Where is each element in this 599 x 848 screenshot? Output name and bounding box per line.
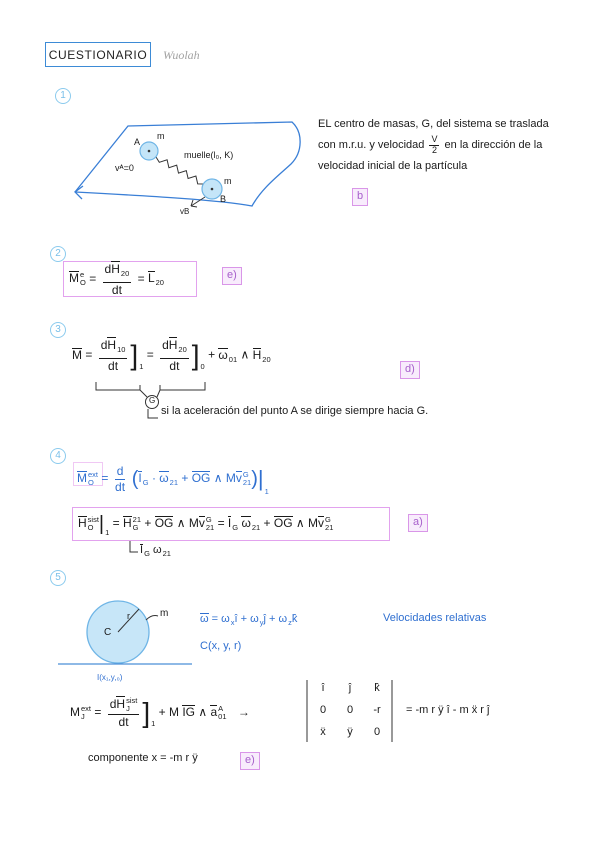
omega-x-sub: x	[230, 618, 235, 627]
dot-product: ·	[151, 471, 156, 486]
q4-formula-line1	[77, 464, 269, 496]
h-sub: 10	[117, 345, 126, 354]
hg-sup: 21	[132, 515, 142, 524]
equals-sign: =	[211, 613, 219, 625]
fraction-denominator: dt	[169, 359, 180, 373]
particle-b-center	[211, 188, 214, 191]
matrix-cell: ÿ	[347, 726, 353, 738]
inertia-sub: G	[142, 478, 149, 488]
question-number-2: 2	[50, 246, 66, 262]
velocity-fraction	[429, 135, 439, 155]
q3-note: si la aceleración del punto A se dirige siempre hacia G.	[161, 405, 429, 417]
fraction-numerator	[103, 262, 132, 283]
fraction-numerator	[108, 697, 140, 715]
omega-sub: 21	[251, 523, 261, 533]
spring	[156, 157, 204, 184]
q3-formula	[72, 338, 271, 373]
velocity-indices	[206, 516, 214, 532]
inertia-symbol: I	[227, 516, 232, 531]
unit-i: î	[234, 613, 238, 625]
q1-line2-end: en la dirección de la	[444, 139, 543, 151]
omega-sub: 21	[169, 478, 179, 488]
q4-note	[140, 545, 171, 558]
q1-line1: EL centro de masas, G, del sistema se traslada	[318, 118, 549, 130]
q2-formula-box	[63, 261, 197, 297]
h-sup: sist	[87, 515, 99, 524]
q1-statement	[318, 114, 590, 177]
h-symbol: H	[111, 261, 120, 276]
matrix-cell: ẍ	[320, 726, 326, 738]
acceleration-sup: A	[218, 704, 224, 713]
q4-boxed-formula	[78, 510, 333, 538]
omega-symbol: ω	[218, 347, 228, 362]
fraction-denominator: dt	[111, 282, 122, 297]
brace-right	[160, 382, 205, 390]
acceleration-indices	[218, 705, 226, 721]
mass-b-label: m	[224, 176, 232, 186]
fraction-denominator: dt	[118, 715, 129, 729]
q1-answer: b	[352, 188, 368, 206]
relative-velocities-label: Velocidades relativas	[383, 612, 487, 624]
og-vector: OG	[154, 516, 174, 531]
moment-sup: ext	[88, 470, 99, 479]
determinant-result: = -m r ÿ î - m ẍ r ĵ	[406, 704, 490, 716]
moment-indices	[80, 271, 86, 287]
derivative-fraction-2	[160, 338, 189, 373]
moment-symbol: M	[72, 347, 82, 362]
note-pointer	[148, 409, 158, 418]
question-number-1: 1	[55, 88, 71, 104]
evaluation-bracket: ]	[130, 339, 139, 371]
question-number-4: 4	[50, 448, 66, 464]
mass-symbol-2: M	[308, 516, 319, 531]
inertia-symbol: I	[140, 544, 144, 556]
velocity-symbol: v	[198, 516, 205, 531]
omega-x: ω	[221, 613, 230, 625]
mass-label: m	[160, 608, 169, 619]
wedge-symbol: ∧	[240, 347, 250, 362]
velocity-sub: 21	[242, 478, 252, 487]
h-indices	[88, 516, 99, 532]
inertia-symbol: I	[138, 471, 142, 486]
wedge-symbol: ∧	[176, 516, 186, 531]
h-sub: 20	[120, 268, 130, 278]
omega-sub: 21	[162, 549, 171, 558]
matrix-cell: ĵ	[348, 682, 352, 694]
wedge-symbol: ∧	[213, 471, 223, 486]
equals-sign: =	[112, 516, 120, 531]
h-symbol: H	[107, 338, 117, 352]
fraction-numerator	[99, 338, 128, 359]
bar-sub: 1	[105, 528, 110, 538]
q4-note-pointer	[130, 540, 138, 552]
h-sub: 20	[178, 345, 187, 354]
q3-answer: d)	[400, 361, 420, 379]
bracket-sub-2: 0	[200, 361, 205, 371]
moment-sub: O	[88, 478, 94, 487]
l-sub: 20	[155, 278, 164, 288]
og-vector: OG	[191, 471, 211, 486]
moment-symbol: M	[77, 471, 87, 486]
system-boundary	[75, 122, 300, 206]
q1-line2	[318, 135, 590, 156]
q1-line3: velocidad inicial de la partícula	[318, 160, 468, 172]
bar-sub: 1	[264, 487, 269, 497]
omega-y: ω	[250, 613, 259, 625]
velocity-sup: G	[205, 515, 212, 524]
hg-sub: G	[132, 523, 139, 532]
moment-symbol: M	[69, 271, 79, 286]
q1-diagram	[75, 122, 300, 207]
velocity-a-label: vᴬ=0	[115, 163, 134, 173]
hg-indices	[133, 516, 141, 532]
watermark: Wuolah	[163, 48, 200, 62]
l-symbol: L	[147, 271, 155, 286]
h-symbol-2: H	[252, 347, 262, 362]
q5-formula	[70, 697, 250, 729]
q4-answer: a)	[408, 514, 428, 532]
velocity-sub: 21	[325, 523, 334, 532]
plus-sign: +	[208, 347, 216, 362]
evaluation-bar: |	[257, 466, 264, 491]
operator-numerator: d	[116, 464, 124, 478]
velocity-b-arrow	[191, 197, 205, 207]
mass-a-label: m	[157, 131, 165, 141]
d-symbol: d	[104, 261, 112, 276]
inertia-sub: G	[232, 523, 239, 533]
q2-formula	[69, 262, 164, 297]
h-symbol: H	[116, 697, 126, 712]
matrix-cell: k̂	[374, 682, 380, 694]
determinant	[312, 680, 388, 742]
plus-sign-2: +	[263, 516, 271, 531]
mass-symbol: M	[225, 471, 236, 486]
h-symbol: H	[78, 516, 87, 531]
velocity-symbol: v	[235, 471, 242, 486]
brace-left	[96, 382, 140, 390]
implies-arrow: →	[237, 705, 250, 720]
acceleration-symbol: a	[210, 705, 218, 720]
center-label: C	[104, 627, 112, 638]
close-paren: )	[251, 468, 258, 490]
velocity-sub: 21	[205, 523, 215, 532]
moment-sup: ext	[81, 704, 92, 713]
omega-symbol: ω	[241, 516, 251, 531]
title-box	[45, 42, 151, 67]
label-b: B	[220, 194, 227, 204]
equals-sign-2: =	[217, 516, 225, 531]
matrix-cell: 0	[373, 726, 381, 738]
d-symbol: d	[109, 697, 117, 712]
fraction-denominator: dt	[108, 359, 119, 373]
hg-symbol: H	[123, 516, 132, 531]
plus-sign: +	[240, 613, 248, 625]
d-symbol: d	[162, 338, 169, 352]
omega-symbol: ω	[200, 613, 209, 625]
equals-sign: =	[94, 705, 102, 720]
derivative-fraction	[103, 262, 132, 297]
matrix-cell: 0	[346, 704, 354, 716]
unit-j: ĵ	[263, 613, 266, 625]
plus-sign-2: +	[268, 613, 276, 625]
label-a: A	[134, 137, 141, 147]
velocity-symbol-2: v	[318, 516, 325, 531]
equals-sign: =	[89, 271, 97, 286]
plus-sign: +	[144, 516, 152, 531]
bracket-sub: 1	[151, 719, 156, 729]
bracket-sub: 1	[139, 361, 144, 371]
equals-sign-2: =	[137, 271, 145, 286]
omega-symbol: ω	[159, 471, 169, 486]
evaluation-bracket: ]	[142, 697, 151, 728]
plus-sign: +	[158, 705, 166, 720]
center-position: C(x, y, r)	[200, 640, 242, 652]
page-title: CUESTIONARIO	[48, 47, 148, 62]
acceleration-sub: 01	[218, 712, 227, 721]
radius-label: r	[127, 611, 130, 621]
angular-velocity	[200, 614, 297, 627]
omega-y-sub: y	[259, 618, 264, 627]
mass-symbol: M	[188, 516, 199, 531]
velocity-indices-2	[325, 516, 333, 532]
velocity-denominator: 2	[431, 145, 437, 156]
h-sup: sist	[126, 696, 138, 705]
moment-indices	[88, 471, 98, 487]
unit-k: k̂	[291, 613, 298, 625]
q1-line2-start: con m.r.u. y velocidad	[318, 139, 425, 151]
equals-sign-2: =	[146, 347, 154, 362]
q5-answer: e)	[240, 752, 260, 770]
matrix-cell: 0	[319, 704, 327, 716]
plus-sign: +	[181, 471, 189, 486]
inertia-sub: G	[144, 549, 150, 558]
velocity-sup: G	[325, 515, 331, 524]
evaluation-bracket-2: ]	[191, 339, 200, 371]
spring-label: muelle(l₀, K)	[184, 150, 234, 160]
evaluation-bar: |	[98, 513, 105, 535]
velocity-b-label: vB	[180, 207, 190, 216]
contact-point-label: I(x₁,y,₀)	[97, 673, 123, 682]
mass-symbol: M	[168, 705, 179, 720]
operator-denominator: dt	[115, 480, 126, 494]
derivative-fraction	[108, 697, 140, 729]
omega-z: ω	[278, 613, 288, 625]
moment-symbol: M	[70, 705, 80, 720]
question-number-3: 3	[50, 322, 66, 338]
equals-sign: =	[85, 347, 93, 362]
matrix-cell: -r	[373, 704, 381, 716]
h-sub: J	[126, 704, 130, 713]
q2-answer: e)	[222, 267, 242, 285]
matrix-cell: î	[321, 682, 325, 694]
open-paren: (	[131, 468, 139, 490]
ig-vector: IG	[182, 705, 195, 720]
velocity-indices	[243, 471, 251, 487]
equals-sign: =	[101, 471, 109, 486]
question-number-5: 5	[50, 570, 66, 586]
pointer-line	[130, 540, 138, 552]
velocity-numerator: V	[431, 134, 438, 145]
particle-a-center	[148, 150, 151, 153]
velocity-sup: G	[242, 470, 249, 479]
moment-sub: O	[80, 278, 86, 287]
h-symbol: H	[168, 338, 178, 352]
omega-symbol: ω	[152, 544, 162, 556]
fraction-numerator	[160, 338, 189, 359]
og-vector-2: OG	[273, 516, 293, 531]
h-sub-2: 20	[262, 354, 271, 364]
moment-sub: J	[81, 712, 85, 721]
derivative-fraction-1	[99, 338, 128, 373]
mass-pointer	[146, 616, 158, 621]
moment-sup: e	[80, 270, 85, 279]
d-symbol: d	[100, 338, 108, 352]
h-indices	[126, 697, 137, 713]
moment-indices	[81, 705, 91, 721]
wedge-symbol-2: ∧	[295, 516, 305, 531]
wedge-symbol: ∧	[198, 705, 208, 720]
q4-formula-box	[72, 507, 390, 541]
g-circle-label: G	[149, 396, 156, 405]
component-x: componente x = -m r ÿ	[88, 752, 198, 764]
h-sub: O	[87, 523, 94, 532]
omega-z-sub: z	[288, 618, 292, 627]
d-dt-operator	[115, 464, 126, 494]
omega-sub: 01	[228, 354, 238, 364]
